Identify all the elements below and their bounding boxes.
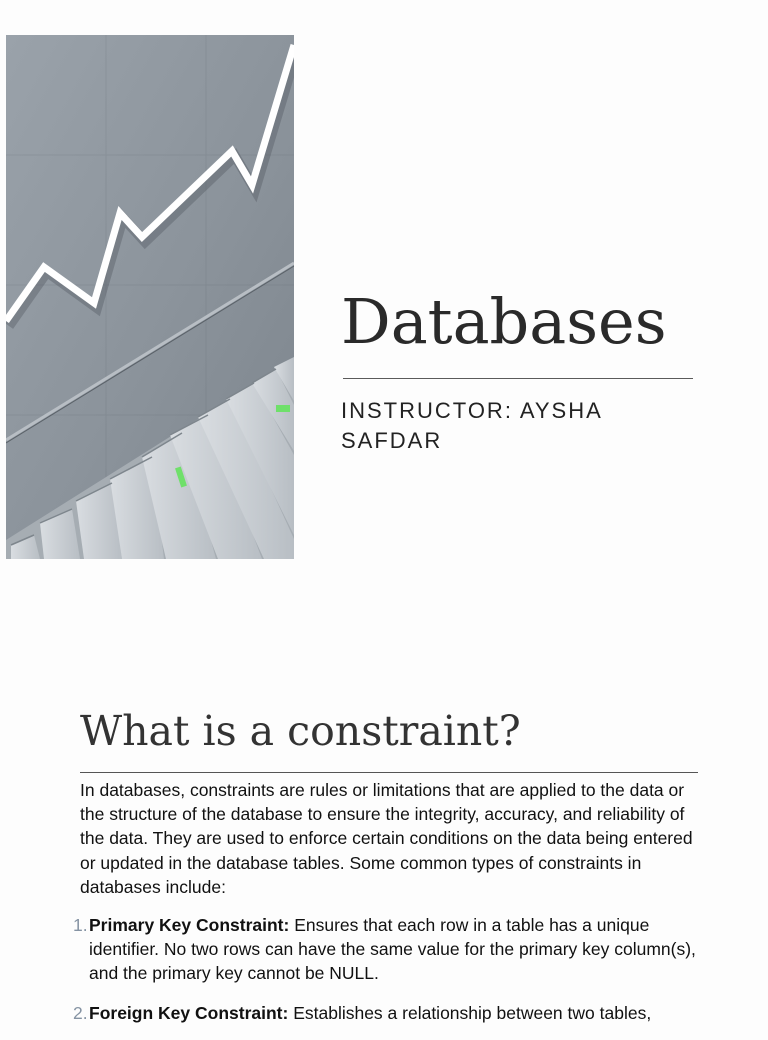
list-number: 2. <box>73 1002 88 1023</box>
section-divider <box>80 772 698 773</box>
list-item <box>73 1001 700 1025</box>
intro-paragraph: In databases, constraints are rules or limitations that are applied to the data or the structure of the database to ensure the integrity, accuracy, and reliability of the data. They are used to enforce certain conditions on the data being entered or updated in the database tables. Some common types of constraints in databases include: <box>80 780 693 897</box>
constraint-list <box>73 913 700 1025</box>
list-number: 1. <box>73 915 88 936</box>
page-title: Databases <box>341 285 667 358</box>
title-divider <box>343 378 693 379</box>
instructor-name: INSTRUCTOR: AYSHA SAFDAR <box>341 398 602 453</box>
list-text: Ensures that each row in a table has a unique identifier. No two rows can have the same value for the primary key column(s), and the primary key cannot be NULL. <box>89 915 696 984</box>
section-heading: What is a constraint? <box>80 707 521 755</box>
list-text: Establishes a relationship between two tables, <box>288 1002 652 1023</box>
constraint-section <box>73 700 700 1040</box>
list-item <box>73 913 700 986</box>
cover-image <box>6 35 294 559</box>
list-term: Foreign Key Constraint: <box>89 1002 289 1023</box>
list-term: Primary Key Constraint: <box>89 915 290 936</box>
title-block <box>341 280 693 453</box>
